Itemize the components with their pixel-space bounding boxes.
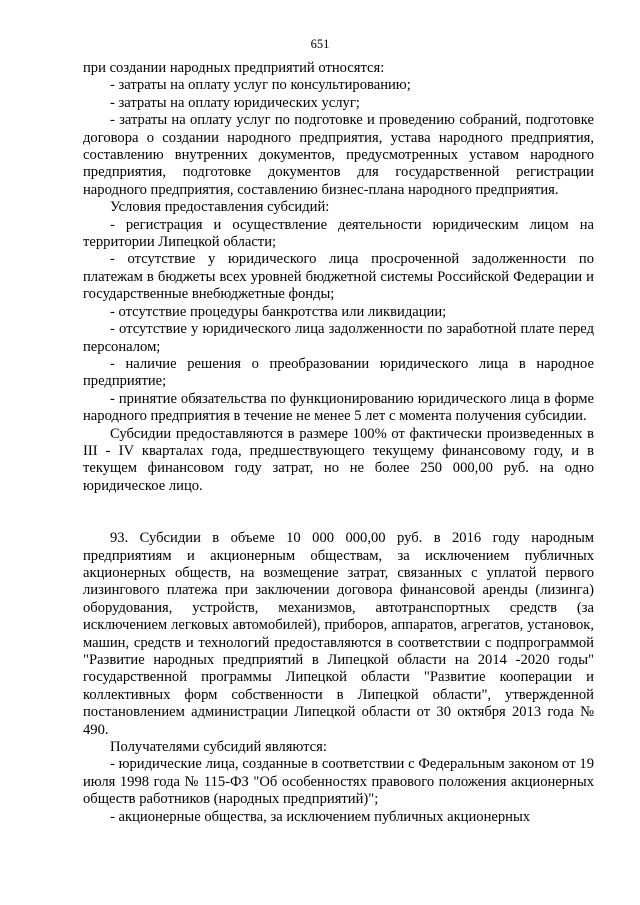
recipient-joint-stock: - акционерные общества, за исключением публичных акционерных xyxy=(110,808,531,825)
document-body xyxy=(83,60,594,826)
section-heading-recipients: Получателями субсидий являются: xyxy=(110,739,327,756)
paragraph-subsidy-amount: Субсидии предоставляются в размере 100% от фактически произведенных в III - IV кварталах года, предшествующего текущему финансовому году, и в текущем финансовом году затрат, но не более 250 000,00 руб. на одно юридическое лицо. xyxy=(83,425,594,494)
paragraph-item-93: 93. Субсидии в объеме 10 000 000,00 руб. в 2016 году народным предприятиям и акционерным обществам, за исключением публичных акционерных обществ, на возмещение затрат, связанных с уплатой первого лизингового платежа при заключении договора финансовой аренды (лизинга) оборудования, устройств, механизмов, автотранспортных средств (за исключением легковых автомобилей), приборов, аппаратов, агрегатов, установок, машин, средств и технологий предоставляются в соответствии с подпрограммой "Развитие народных предприятий в Липецкой области на 2014 -2020 годы" государственной программы Липецкой области "Развитие кооперации и коллективных форм собственности в Липецкой области", утвержденной постановлением администрации Липецкой области от 30 октября 2013 года № 490. xyxy=(83,530,594,738)
list-item-meeting-costs: - затраты на оплату услуг по подготовке и проведению собраний, подготовке договора о создании народного предприятия, устава народного предприятия, составлению внутренних документов, предусмотренных уставом народного предприятия, подготовке документов для государственной регистрации народного предприятия, составлению бизнес-плана народного предприятия. xyxy=(83,112,594,198)
page-number: 651 xyxy=(310,37,330,51)
paragraph-intro-fragment: при создании народных предприятий относятся: xyxy=(83,60,385,76)
condition-no-bankruptcy: - отсутствие процедуры банкротства или ликвидации; xyxy=(110,303,447,320)
condition-no-salary-debt: - отсутствие у юридического лица задолженности по заработной плате перед персоналом; xyxy=(83,321,594,355)
condition-registration: - регистрация и осуществление деятельности юридическим лицом на территории Липецкой области; xyxy=(83,216,594,251)
list-item-legal-costs: - затраты на оплату юридических услуг; xyxy=(110,94,360,111)
condition-no-overdue-debt: - отсутствие у юридического лица просроченной задолженности по платежам в бюджеты всех уровней бюджетной системы Российской Федерации и государственные внебюджетные фонды; xyxy=(83,251,594,303)
recipient-legal-entities: - юридические лица, созданные в соответствии с Федеральным законом от 19 июля 1998 года № 115-ФЗ "Об особенностях правового положения акционерных обществ работников (народных предприятий)"; xyxy=(83,756,594,808)
condition-obligation: - принятие обязательства по функционированию юридического лица в форме народного предприятия в течение не менее 5 лет с момента получения субсидии. xyxy=(83,390,594,425)
section-heading-conditions: Условия предоставления субсидий: xyxy=(110,199,330,216)
list-item-consulting-costs: - затраты на оплату услуг по консультированию; xyxy=(110,77,411,94)
section-gap xyxy=(83,495,594,530)
condition-conversion-decision: - наличие решения о преобразовании юридического лица в народное предприятие; xyxy=(83,355,594,390)
